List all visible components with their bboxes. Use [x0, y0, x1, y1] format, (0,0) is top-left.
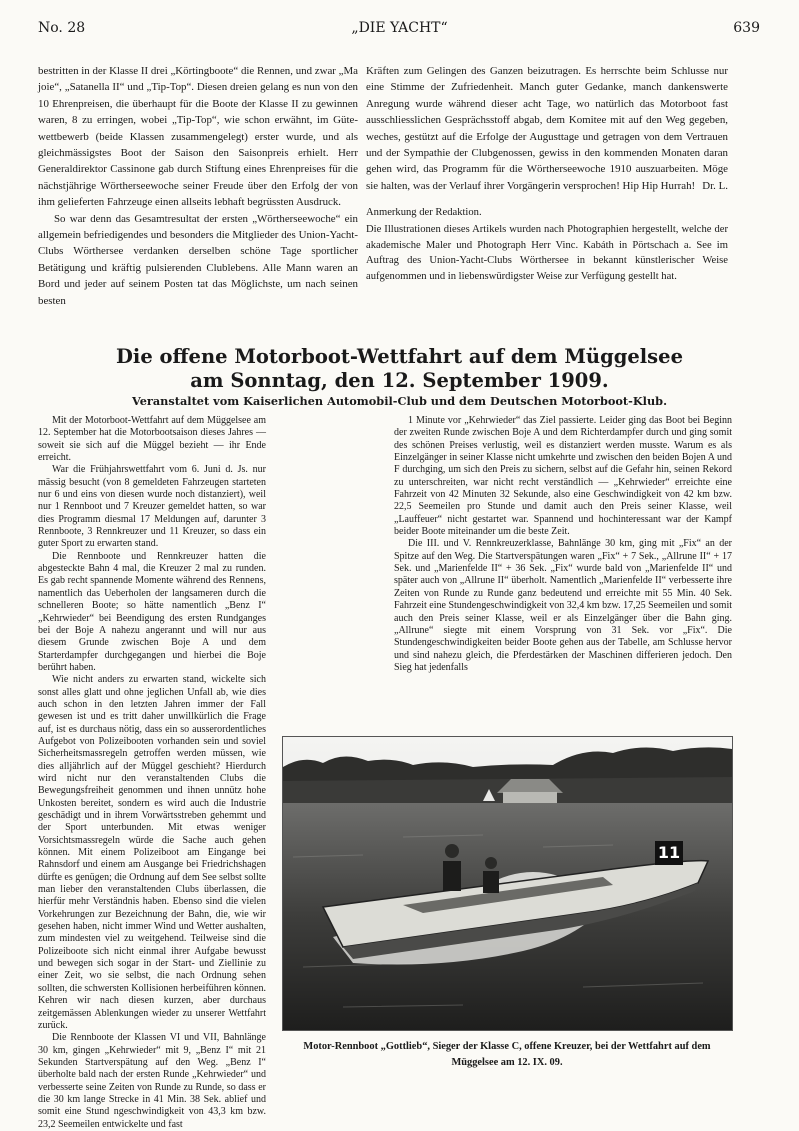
paragraph: Kräften zum Gelingen des Ganzen beizutragen. Es herrschte beim Schlusse nur eine Stimme der Zufriedenheit. Manch guter Gedanke, manch dankenswerte Anregung wurde während dieser acht Tage, wo natürlich das Motorboot fast ausschliesslichen Gesprächsstoff abgab, dem Komitee mit auf den Weg gegeben, weches, gestützt auf die Erfolge der Augusttage und getragen von dem Vertrauen und der Sympathie der Clubgenossen, gewiss in den kommenden Monaten daran gehen wird, das Programm für die Wörtherseewoche 1910 auszuarbeiten. Möge sie halten, was der Verlauf ihrer Vorgängerin versprochen! Hip Hip Hurrah! — [366, 65, 728, 192]
editor-note: Die Illustrationen dieses Artikels wurden nach Photographien hergestellt, welche der akademische Maler und Photograph Herr Vinc. Kabáth in Pörtschach a. See im Auftrag des Union-Yacht-Clubs Wörthersee in bekannt künstlerischer Weise aufgenommen und in liebenswürdigster Weise zur Verfügung gestellt hat. — [366, 224, 728, 282]
boat-number: 11 — [657, 843, 681, 862]
page-number: 639 — [733, 20, 760, 36]
paragraph: bestritten in der Klasse II drei „Körtingboote“ die Rennen, und zwar „Ma joie“, „Satanella II“ und „Tip-Top“. Diesen dreien gelang es nun von den 10 Ehrenpreisen, die überhaupt für die Boote der Klasse II zu gewinnen waren, 8 zu erringen, wobei „Tip-Top“, wie schon erwähnt, im Gütewettbewerb (beide Klassen zusammengelegt) erster wurde, und als gleichmässigstes Boot der Saison den Saisonpreis erhielt. Herr Generaldirektor Cassinone gab durch Stiftung eines Ehrenpreises für die nächstjährige Wörtherseewoche seiner Freude über den Erfolg der von ihm gelieferten Fahrzeuge einen allseits lebhaft begrüssten Ausdruck. — [38, 65, 358, 209]
signature: Dr. L. — [702, 180, 728, 193]
boat-photo-illustration — [283, 737, 732, 1030]
article-subtitle: Veranstaltet vom Kaiserlichen Automobil-Club und dem Deutschen Motorboot-Klub. — [132, 394, 667, 408]
issue-number: No. 28 — [38, 20, 86, 36]
paragraph: Die Rennboote und Rennkreuzer hatten die abgesteckte Bahn 4 mal, die Kreuzer 2 mal zu runden. Es gab recht spannende Momente während des Rennens, namentlich das Ueberholen der langsameren durch die schnelleren Boote; so hätte namentlich „Benz I“ „Kehrwieder“ bei Beendigung des ersten Rundganges bei der Boje A nahezu angerannt und will nur aus diesem Grunde zwischen Boje A und dem Starterdampfer durchgegangen und hierbei die Boje berührt haben. — [38, 550, 266, 673]
top-right-column — [366, 63, 728, 284]
paragraph: Wie nicht anders zu erwarten stand, wickelte sich sonst alles glatt und ohne jeglichen Unfall ab, wie dies auch schon in den letzten Jahren immer der Fall gewesen ist und es tritt daher unwillkürlich die Frage auf, ist es durchaus nötig, dass ein so ausserordentliches Aufgebot von Polizeibooten vorhanden sein und soviel Sicherheitsmassregeln getroffen werden müssen, wie dies alljährlich auf der Müggel geschieht? Hierdurch wird nicht nur den veranstaltenden Clubs die Bewegungsfreiheit genommen und ihnen unnütz hohe Unkosten bereitet, sondern es wird auch die Industrie geschädigt und in ihrem Vorwärtsstreben gehemmt und der Sport unterbunden. Mit etwas weniger Vorsichtsmassregeln würde die Sache auch gehen können. Mit einem Polizeiboot am Eingange bei Rahnsdorf und einem am Ausgange bei Friedrichshagen dürfte es genügen; die Ordnung auf dem See selbst sollte man lieber den veranstaltenden Clubs überlassen, die hierfür mehr Verständnis haben. Ebenso sind die vielen Vorkehrungen zur Bezeichnung der Bahn, die, wie wir gesehen haben, nicht immer Wind und Wetter aushalten, zum mindesten viel zu weitgehend. Teilweise sind die Polizeiboote sich nicht einmal ihrer Aufgabe bewusst und bewegen sich sogar in der Start- und Ziellinie zu einer Zeit, wo sie selbst, die nach Ordnung sehen sollten, die schwersten Kollisionen herbeiführen können. Kehren wir nach diesen kurzen, aber durchaus zeitgemässen Ablenkungen wieder zu unserer Wettfahrt zurück. — [38, 674, 266, 1031]
paragraph: Die III. und V. Rennkreuzerklasse, Bahnlänge 30 km, ging mit „Fix“ an der Spitze auf den Weg. Die Startverspätungen waren „Fix“ + 7 Sek., „Allrune II“ + 17 Sek. und „Marienfelde II“ + 36 Sek. „Fix“ wurde bald von „Marienfelde II“ und später auch von „Allrune II“ überholt. Namentlich „Marienfelde II“ verbesserte ihre Zeiten von Runde zu Runde ganz bedeutend und erreichte mit 55 Min. 40 Sek. Fahrzeit eine Stundengeschwindigkeit von 32,4 km bzw. 17,25 Seemeilen und somit auch den Preis seiner Klasse, weil er als Einzelgänger über die Bahn ging. „Allrune“ siegte mit einem Vorsprung von 31 Sek. vor „Fix“. Die Stundengeschwindigkeiten beider Boote gehen aus der Tabelle, am Schlusse hervor und sind nahezu gleich, die Pferdestärken der Maschinen differieren jedoch. Den Sieg hat jedenfalls — [394, 538, 732, 673]
photo-caption: Motor-Rennboot „Gottlieb“, Sieger der Klasse C, offene Kreuzer, bei der Wettfahrt auf dem Müggelsee am 12. IX. 09. — [303, 1041, 711, 1068]
article-title-line1: Die offene Motorboot-Wettfahrt auf dem Müggelsee — [116, 345, 683, 368]
article-left-column — [38, 415, 266, 1131]
paragraph: Die Rennboote der Klassen VI und VII, Bahnlänge 30 km, gingen „Kehrwieder“ mit 9, „Benz I“ mit 21 Sekunden Startverspätung auf den Weg. „Benz I“ überholte bald nach der ersten Runde „Kehrwieder“ und verbesserte seine Zeiten von Runde zu Runde, so dass er die 30 km lange Strecke in 41 Min. 38 Sek. ablief und somit eine Stund ngeschwindigkeit von 43,3 km bzw. 23,2 Seemeilen entwickelte und fast — [38, 1032, 266, 1130]
race-boat-photo — [282, 736, 733, 1031]
article-right-column — [394, 415, 732, 674]
journal-title: „DIE YACHT“ — [351, 20, 448, 36]
top-left-column — [38, 63, 358, 309]
paragraph: So war denn das Gesamtresultat der ersten „Wörtherseewoche“ ein allgemein befriedigendes und besonders die Mitglieder des Union-Yacht-Clubs Wörthersee verdanken derselben schöne Tage sportlicher Betätigung und kräftig pulsierenden Clublebens. Alle Mann waren an Bord und jeder auf seinem Posten tat das Möglichste, um nach seinen besten — [38, 212, 358, 307]
article-title-line2: am Sonntag, den 12. September 1909. — [190, 369, 609, 392]
paragraph: War die Frühjahrswettfahrt vom 6. Juni d. Js. nur mässig besucht (von 8 gemeldeten Fahrzeugen starteten nur 6 und eins von diesen wurde noch distanziert), weil nur 1 Rennboot und 7 Kreuzer gemeldet hatten, so war dies Programm diesmal 17 Meldungen auf, darunter 3 Rennboote, 3 Rennkreuzer und 11 Kreuzer, so dass ein guter Sport zu erwarten stand. — [38, 464, 266, 550]
paragraph: 1 Minute vor „Kehrwieder“ das Ziel passierte. Leider ging das Boot bei Beginn der zweiten Runde zwischen Boje A und dem Richterdampfer durch und ging somit des schönen Preises verlustig, weil es distanziert werden musste. Warum es als Einzelgänger in seiner Klasse nicht umkehrte und zwischen den beiden Bojen A und F durchging, um sich den Preis zu sichern, selbst auf die Gefahr hin, seinen Rekord zu unterschreiten, war nicht recht verständlich — „Kehrwieder“ erreichte eine Fahrzeit von 42 Minuten 32 Sekunde, also eine Geschwindigkeit von 42 km bzw. 22,5 Seemeilen pro Stunde und damit auch den Preis seiner Klasse, weil „Lauffeuer“ nicht gestartet war. Spannend und hochinteressant war der Kampf beider Boote miteinander um die beste Zeit. — [394, 415, 732, 538]
editor-note-title: Anmerkung der Redaktion. — [366, 206, 482, 218]
paragraph: Mit der Motorboot-Wettfahrt auf dem Müggelsee am 12. September hat die Motorbootsaison dieses Jahres — soweit sie sich auf die Müggel bezieht — ihr Ende erreicht. — [38, 415, 266, 464]
